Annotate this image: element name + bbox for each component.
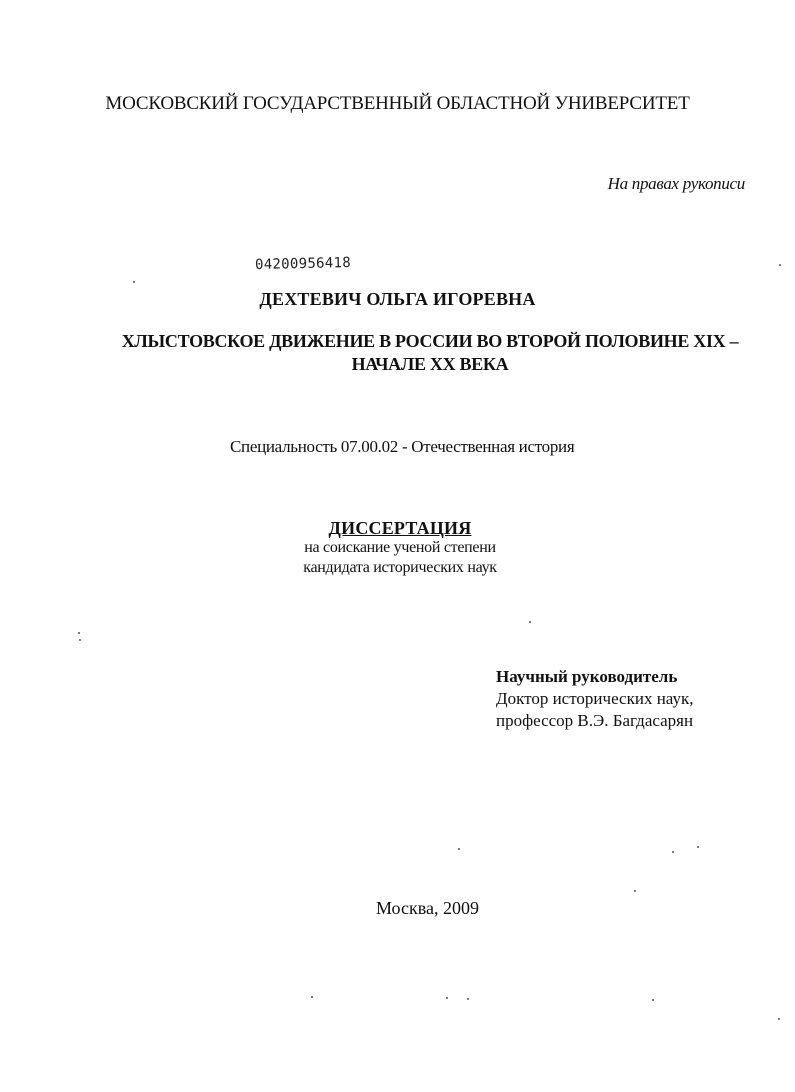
scan-speck (467, 998, 469, 1000)
scan-speck (78, 632, 80, 634)
scan-speck (779, 264, 781, 266)
advisor-heading: Научный руководитель (496, 667, 678, 686)
scan-speck (311, 996, 313, 998)
author-name: ДЕХТЕВИЧ ОЛЬГА ИГОРЕВНА (259, 289, 536, 309)
title-line-2: НАЧАЛЕ XX ВЕКА (351, 354, 509, 374)
scan-speck (778, 1018, 780, 1020)
advisor-line-2: профессор В.Э. Багдасарян (496, 711, 694, 730)
scan-speck (458, 848, 460, 850)
document-number-stamp: 04200956418 (254, 254, 352, 274)
scan-speck (529, 621, 531, 623)
scan-speck (652, 999, 654, 1001)
dissertation-line-1: на соискание ученой степени (304, 539, 496, 556)
specialty: Специальность 07.00.02 - Отечественная история (230, 437, 575, 456)
scan-speck (79, 639, 81, 641)
title-line-1: ХЛЫСТОВСКОЕ ДВИЖЕНИЕ В РОССИИ ВО ВТОРОЙ ПОЛОВИНЕ XIX – (121, 331, 739, 351)
dissertation-heading: ДИССЕРТАЦИЯ (328, 518, 472, 538)
scan-speck (697, 846, 699, 848)
scan-speck (634, 890, 636, 892)
scan-speck (446, 997, 448, 999)
scan-speck (133, 281, 135, 283)
manuscript-note: На правах рукописи (607, 174, 745, 193)
advisor-block (496, 666, 694, 732)
university-name: МОСКОВСКИЙ ГОСУДАРСТВЕННЫЙ ОБЛАСТНОЙ УНИВЕРСИТЕТ (105, 93, 690, 114)
advisor-line-1: Доктор исторических наук, (496, 689, 694, 708)
dissertation-block (260, 518, 540, 578)
dissertation-line-2: кандидата исторических наук (303, 559, 497, 576)
dissertation-title (90, 330, 770, 376)
scan-speck (672, 851, 674, 853)
city-year: Москва, 2009 (376, 898, 479, 918)
